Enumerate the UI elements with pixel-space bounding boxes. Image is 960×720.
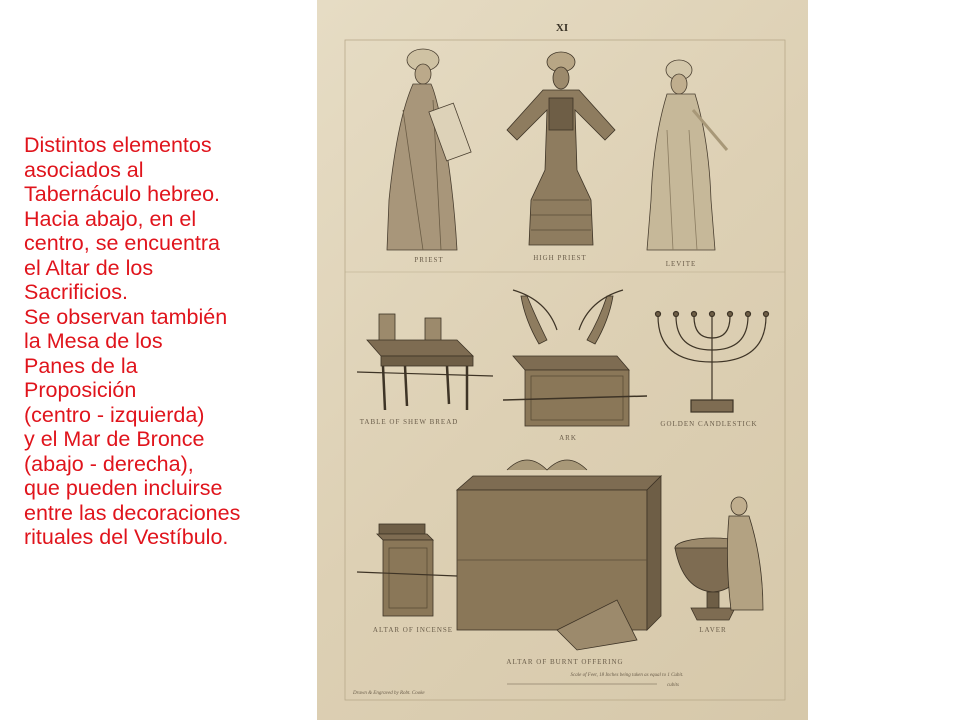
caption-line: centro, se encuentra — [24, 231, 221, 255]
altar-of-burnt-offering — [457, 460, 661, 650]
caption-line: el Altar de los — [24, 255, 154, 280]
golden-candlestick — [656, 312, 769, 413]
altar-of-incense — [357, 524, 457, 616]
caption-line: asociados al — [24, 157, 144, 182]
caption-line: la Mesa de los — [24, 329, 163, 353]
caption-line: entre las decoraciones — [24, 500, 241, 525]
caption-line: Sacrificios. — [24, 280, 128, 304]
caption-text — [24, 133, 294, 550]
label-priest: PRIEST — [414, 256, 444, 264]
scale-unit: cubits — [667, 683, 679, 688]
label-high-priest: HIGH PRIEST — [533, 254, 587, 262]
caption-line: Panes de la — [24, 353, 138, 378]
laver-basin — [675, 497, 763, 620]
label-laver: LAVER — [699, 626, 727, 634]
priest-figure — [387, 49, 471, 250]
label-altar-burnt: ALTAR OF BURNT OFFERING — [506, 658, 624, 666]
caption-line: Distintos elementos — [24, 133, 212, 157]
levite-figure — [647, 60, 727, 250]
engraving-plate — [317, 0, 808, 720]
engraving-illustration — [317, 0, 808, 720]
label-altar-incense: ALTAR OF INCENSE — [372, 626, 454, 634]
high-priest-figure — [507, 52, 615, 245]
label-table: TABLE OF SHEW BREAD — [359, 418, 459, 426]
caption-line: Tabernáculo hebreo. — [24, 182, 221, 206]
label-ark: ARK — [559, 434, 577, 442]
label-levite: LEVITE — [665, 260, 697, 268]
plate-number: XI — [555, 22, 569, 34]
caption-line: (centro - izquierda) — [24, 402, 205, 427]
ark-of-covenant — [503, 290, 647, 426]
caption-line: Hacia abajo, en el — [24, 206, 197, 231]
caption-line: Se observan también — [24, 304, 228, 329]
caption-line: que pueden incluirse — [24, 476, 223, 500]
scale-note: Scale of Feet, 18 Inches being taken as equal to 1 Cubit. — [570, 673, 684, 678]
label-candlestick: GOLDEN CANDLESTICK — [660, 420, 758, 428]
caption-line: rituales del Vestíbulo. — [24, 525, 229, 549]
caption-line: (abajo - derecha), — [24, 451, 194, 476]
caption-line: y el Mar de Bronce — [24, 427, 205, 451]
caption-line: Proposición — [24, 378, 137, 402]
engraver-credit: Drawn & Engraved by Robt. Cooke — [353, 691, 425, 696]
table-of-shewbread — [357, 314, 493, 410]
